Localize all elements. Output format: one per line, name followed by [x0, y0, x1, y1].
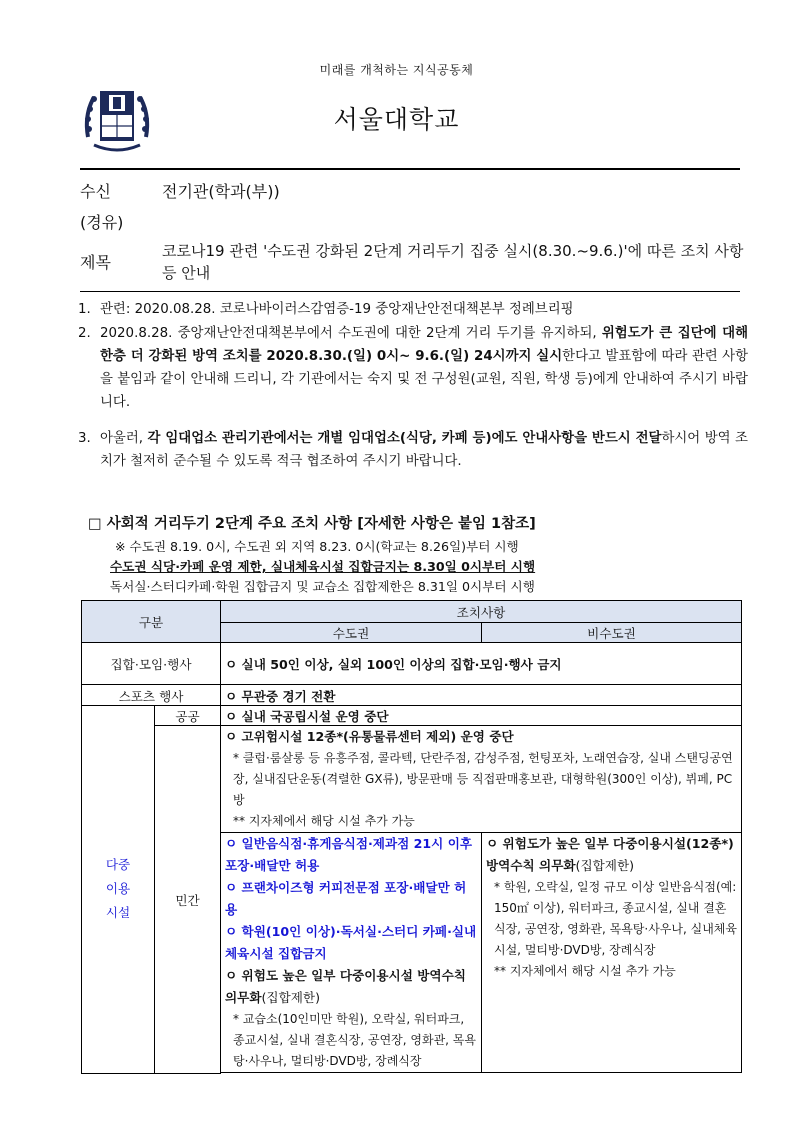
- row-label-sports: 스포츠 행사: [82, 685, 221, 706]
- high-risk-measure: ㅇ 고위험시설 12종*(유통물류센터 제외) 운영 중단: [225, 729, 514, 744]
- header-divider: [80, 168, 740, 170]
- public-measure: ㅇ 실내 국공립시설 운영 중단: [221, 706, 742, 726]
- text-span: 하시어 방역 조치가 철저히 준수될 수 있도록 적극 협조하여 주시기 바랍니다.: [100, 431, 748, 469]
- university-name: 서울대학교: [333, 105, 460, 134]
- section-heading: □ 사회적 거리두기 2단계 주요 조치 사항 [자세한 사항은 붙임 1참조]: [88, 516, 536, 532]
- capital-restriction-note: 수도권 식당·카페 운영 제한, 실내체육시설 집합금지는 8.30일 0시부터 시행: [110, 559, 536, 574]
- academy-gym-measure: ㅇ 학원(10인 이상)·독서실·스터디 카페·실내체육시설 집합금지: [225, 924, 477, 961]
- gatherings-measure: ㅇ 실내 50인 이상, 실외 100인 이상의 집합·모임·행사 금지: [221, 643, 742, 685]
- capital-private-measures-cell: [221, 833, 482, 1073]
- text-span: ㅇ 위험도 높은 일부 다중이용시설 방역수칙 의무화: [225, 968, 466, 1005]
- measures-table: [81, 600, 742, 1074]
- row-label-private: 민간: [155, 726, 221, 1074]
- paragraph-text: 관련: 2020.08.28. 코로나바이러스감염증-19 중앙재난안전대책본부 정례브리핑: [100, 302, 574, 317]
- academy-restriction-note: 독서실·스터디카페·학원 집합금지 및 교습소 집합제한은 8.31일 0시부터 시행: [110, 579, 535, 594]
- implementation-note: ※ 수도권 8.19. 0시, 수도권 외 지역 8.23. 0시(학교는 8.26일)부터 시행: [115, 539, 519, 554]
- recipient-value: 전기관(학과(부)): [162, 182, 280, 201]
- row-label-gatherings: 집합·모임·행사: [82, 643, 221, 685]
- header-measures: 조치사항: [221, 601, 742, 623]
- row-label-public: 공공: [155, 706, 221, 726]
- paragraph-3: [78, 427, 748, 473]
- paragraph-1: [78, 298, 748, 321]
- text-span: (집합제한): [575, 858, 635, 873]
- quarantine-facility-list: * 교습소(10인미만 학원), 오락실, 워터파크, 종교시설, 실내 결혼식장, 공연장, 영화관, 목욕탕·사우나, 멀티방·DVD방, 장례식장: [233, 1012, 476, 1068]
- text-span: 2020.8.28. 중앙재난안전대책본부에서 수도권에 대한 2단계 거리 두기를 유지하되,: [100, 326, 602, 341]
- cafe-measure: ㅇ 프랜차이즈형 커피전문점 포장·배달만 허용: [225, 880, 467, 917]
- non-capital-facility-list: * 학원, 오락실, 일정 규모 이상 일반음식점(예: 150㎡ 이상), 워터파크, 종교시설, 실내 결혼식장, 공연장, 영화관, 목욕탕·사우나, 실내체육시설, 멀티방·DVD방, 장례식장: [494, 880, 737, 957]
- recipient-label: 수신: [80, 182, 111, 201]
- paragraph-number: 2.: [78, 326, 91, 341]
- non-capital-note: ** 지자체에서 해당 시설 추가 가능: [494, 964, 676, 978]
- paragraph-text: [78, 322, 748, 414]
- non-capital-measures-cell: [482, 833, 742, 1073]
- restaurant-measure: ㅇ 일반음식점·휴게음식점·제과점 21시 이후 포장·배달만 허용: [225, 836, 473, 873]
- non-capital-quarantine-measure: [486, 833, 737, 877]
- subject-label: 제목: [80, 253, 111, 272]
- header-non-capital-area: 비수도권: [482, 623, 742, 643]
- header-capital-area: 수도권: [221, 623, 482, 643]
- paragraph-number: 1.: [78, 302, 91, 317]
- high-risk-facilities-cell: [221, 726, 742, 833]
- sports-measure: ㅇ 무관중 경기 전환: [221, 685, 742, 706]
- text-span: 한다고 발표함에 따라 관련 사항을 붙임과 같이 안내해 드리니, 각 기관에서는 숙지 및 전 구성원(교원, 직원, 학생 등)에게 안내하여 주시기 바랍니다.: [100, 349, 748, 410]
- via-label: (경유): [80, 213, 124, 232]
- text-span: ㅇ 위험도가 높은 일부 다중이용시설(12종*) 방역수칙 의무화: [486, 836, 734, 873]
- text-span: 아울러,: [100, 431, 148, 446]
- header-category: 구분: [82, 601, 221, 643]
- text-span: (집합제한): [261, 990, 320, 1005]
- emphasis-text: 각 임대업소 관리기관에서는 개별 임대업소(식당, 카페 등)에도 안내사항을 반드시 전달: [147, 431, 662, 446]
- paragraph-2: [78, 322, 748, 414]
- quarantine-rules-measure: [225, 965, 477, 1009]
- high-risk-note: ** 지자체에서 해당 시설 추가 가능: [233, 814, 415, 828]
- subject-value: 코로나19 관련 '수도권 강화된 2단계 거리두기 집중 실시(8.30.~9.6.)'에 따른 조치 사항 등 안내: [162, 242, 744, 282]
- row-label-multi-use-facilities: 다중 이용 시설: [82, 706, 155, 1074]
- high-risk-list: * 클럽·룸살롱 등 유흥주점, 콜라텍, 단란주점, 감성주점, 헌팅포차, 노래연습장, 실내 스탠딩공연장, 실내집단운동(격렬한 GX류), 방문판매 등 직접판매홍보관, 대형학원(300인 이상), 뷔페, PC방: [233, 751, 733, 807]
- paragraph-number: 3.: [78, 431, 91, 446]
- paragraph-text: [78, 427, 748, 473]
- meta-divider: [80, 291, 740, 292]
- emphasis-text: 위험도가 큰 집단에 대해 한층 더 강화된 방역 조치를 2020.8.30.(일) 0시~ 9.6.(일) 24시까지 실시: [100, 326, 749, 364]
- slogan: 미래를 개척하는 지식공동체: [319, 63, 474, 77]
